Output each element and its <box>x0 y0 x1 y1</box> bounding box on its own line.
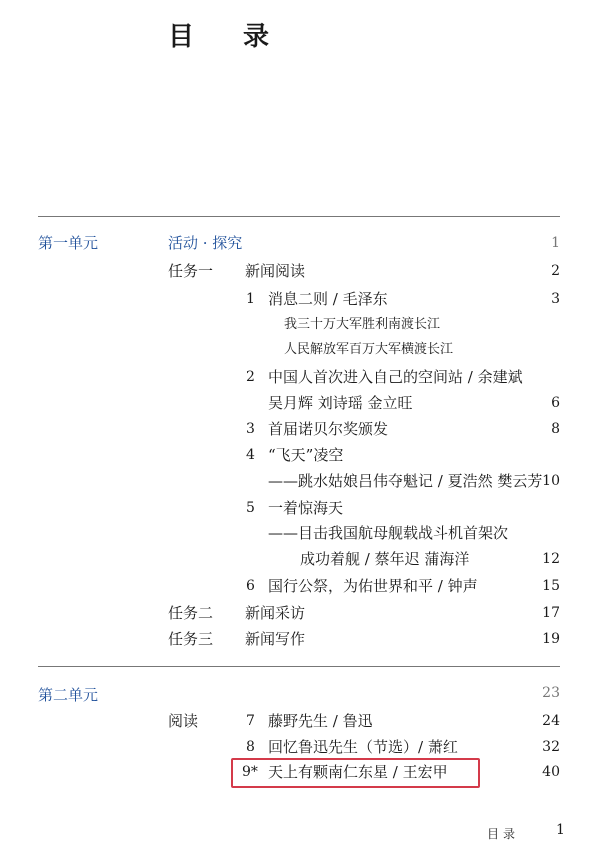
item8-title[interactable]: 回忆鲁迅先生（节选）/ 萧红 <box>268 738 458 756</box>
item5-title[interactable]: 一着惊海天 <box>268 499 344 517</box>
activity-heading[interactable]: 活动 · 探究 <box>168 234 243 252</box>
footer-label: 目录 <box>487 827 520 841</box>
item5-page: 12 <box>542 551 560 567</box>
task1-page: 2 <box>551 263 560 279</box>
unit1-label[interactable]: 第一单元 <box>38 234 99 252</box>
item8-number: 8 <box>246 739 255 755</box>
task3-page: 19 <box>542 631 560 647</box>
task1-label[interactable]: 任务一 <box>168 262 214 280</box>
item7-title[interactable]: 藤野先生 / 鲁迅 <box>268 712 373 730</box>
unit2-label[interactable]: 第二单元 <box>38 686 99 704</box>
item3-title[interactable]: 首届诺贝尔奖颁发 <box>268 420 389 438</box>
item1-sub1[interactable]: 我三十万大军胜利南渡长江 <box>284 317 441 332</box>
item1-page: 3 <box>551 291 560 307</box>
task2-page: 17 <box>542 605 560 621</box>
item1-sub2[interactable]: 人民解放军百万大军横渡长江 <box>284 342 454 357</box>
item4-title[interactable]: “飞天”凌空 <box>268 446 344 464</box>
item4-number: 4 <box>246 447 255 463</box>
item5-subtitle: ——目击我国航母舰载战斗机首架次 <box>268 524 509 542</box>
item9-title[interactable]: 天上有颗南仁东星 / 王宏甲 <box>268 763 448 781</box>
item2-authors: 吴月辉 刘诗瑶 金立旺 <box>268 394 413 412</box>
item3-number: 3 <box>246 421 255 437</box>
item5-subtitle-cont: 成功着舰 / 蔡年迟 蒲海洋 <box>300 550 470 568</box>
item6-number: 6 <box>246 578 255 594</box>
activity-page: 1 <box>551 235 560 251</box>
task1-title[interactable]: 新闻阅读 <box>245 262 306 280</box>
item3-page: 8 <box>551 421 560 437</box>
item9-page: 40 <box>542 764 560 780</box>
item6-title[interactable]: 国行公祭，为佑世界和平 / 钟声 <box>268 577 478 595</box>
item2-number: 2 <box>246 369 255 385</box>
item1-title[interactable]: 消息二则 / 毛泽东 <box>268 290 388 308</box>
page-title: 目 录 <box>168 22 290 52</box>
task3-title[interactable]: 新闻写作 <box>245 630 306 648</box>
item6-page: 15 <box>542 578 560 594</box>
item8-page: 32 <box>542 739 560 755</box>
item7-number: 7 <box>246 713 255 729</box>
unit2-page: 23 <box>542 685 560 701</box>
item2-page: 6 <box>551 395 560 411</box>
task3-label[interactable]: 任务三 <box>168 630 214 648</box>
divider-unit2 <box>38 666 560 667</box>
item5-number: 5 <box>246 500 255 516</box>
task2-label[interactable]: 任务二 <box>168 604 214 622</box>
footer-page-number: 1 <box>556 822 565 838</box>
item9-number: 9* <box>242 764 258 780</box>
item1-number: 1 <box>246 291 255 307</box>
item2-title[interactable]: 中国人首次进入自己的空间站 / 余建斌 <box>268 368 523 386</box>
task2-title[interactable]: 新闻采访 <box>245 604 306 622</box>
reading-section-label[interactable]: 阅读 <box>168 712 199 730</box>
item4-subtitle: ——跳水姑娘吕伟夺魁记 / 夏浩然 樊云芳 <box>268 472 543 490</box>
item4-page: 10 <box>542 473 560 489</box>
divider-top <box>38 216 560 217</box>
item7-page: 24 <box>542 713 560 729</box>
